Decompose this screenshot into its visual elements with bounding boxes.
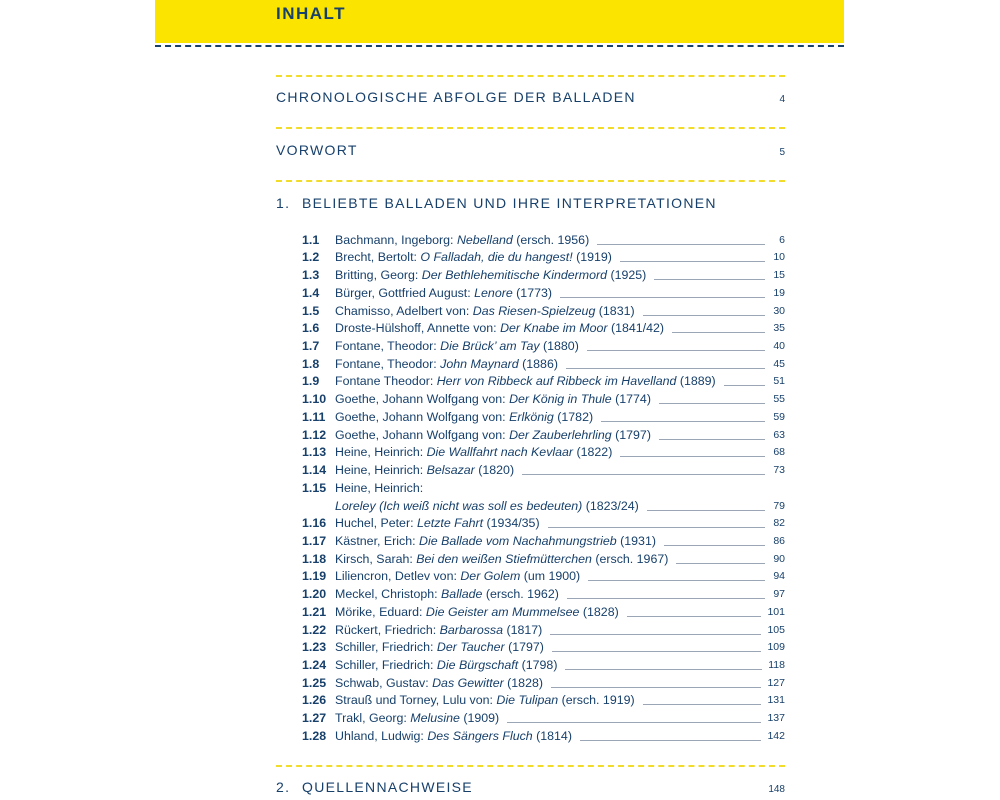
leader-line (565, 669, 762, 670)
entry-number: 1.21 (302, 604, 327, 619)
leader-line (643, 704, 762, 705)
entry-work: Das Gewitter (432, 675, 504, 690)
entry-page: 127 (767, 676, 785, 689)
toc-entry[interactable] (302, 266, 785, 284)
toc-entry[interactable] (302, 550, 785, 568)
toc-entry[interactable] (302, 373, 785, 391)
entry-author: Droste-Hülshoff, Annette von: (335, 321, 501, 336)
entry-text (335, 622, 542, 639)
toc-entry[interactable] (302, 320, 785, 338)
entry-work: Erlkönig (509, 409, 554, 424)
toc-entry[interactable] (302, 302, 785, 320)
section-divider (276, 180, 785, 182)
entry-author: Trakl, Georg: (335, 711, 411, 726)
toc-entry[interactable] (302, 426, 785, 444)
entry-text (335, 444, 612, 461)
toc-entry[interactable] (302, 727, 785, 745)
entry-year: (1773) (512, 285, 552, 300)
toc-entry[interactable] (302, 249, 785, 267)
section-page: 4 (779, 94, 785, 105)
entry-work: Die Wallfahrt nach Kevlaar (426, 445, 574, 460)
header-divider (155, 45, 844, 47)
entry-author: Heine, Heinrich: (335, 463, 427, 478)
entry-year: (1828) (579, 604, 619, 619)
entry-text (335, 533, 656, 550)
entry-author: Bachmann, Ingeborg: (335, 232, 457, 247)
entry-author: Mörike, Eduard: (335, 604, 426, 619)
entry-page: 15 (773, 269, 785, 282)
leader-line (597, 244, 765, 245)
entry-page: 68 (773, 446, 785, 459)
toc-entry[interactable] (302, 231, 785, 249)
entry-work: Des Sängers Fluch (427, 728, 533, 743)
section-page: 5 (779, 147, 785, 158)
entry-number: 1.2 (302, 250, 320, 265)
entry-page: 105 (767, 623, 785, 636)
leader-line (548, 527, 765, 528)
entry-page: 6 (779, 233, 785, 246)
entry-page: 51 (773, 375, 785, 388)
section-number: 1. (276, 195, 291, 211)
entry-text (335, 267, 646, 284)
leader-line (551, 687, 761, 688)
entry-year: (1797) (611, 427, 651, 442)
toc-entry[interactable] (302, 639, 785, 657)
entry-page: 101 (767, 605, 785, 618)
entry-page: 79 (773, 499, 785, 512)
entry-work: Nebelland (456, 232, 513, 247)
entry-text (335, 232, 589, 249)
entry-work: Die Ballade vom Nachahmungstrieb (419, 533, 617, 548)
leader-line (664, 545, 765, 546)
entry-year: (1820) (474, 463, 515, 478)
entry-page: 82 (773, 517, 785, 530)
entry-year: (1931) (616, 533, 656, 548)
leader-line (587, 350, 765, 351)
entry-number: 1.10 (302, 392, 327, 407)
entry-year: (1798) (518, 657, 558, 672)
entry-work: Letzte Fahrt (416, 516, 484, 531)
toc-entry[interactable] (302, 337, 785, 355)
entry-author: Goethe, Johann Wolfgang von: (335, 409, 510, 424)
entry-work: Der Bethlehemitische Kindermord (421, 268, 608, 283)
entry-year: (1925) (607, 268, 647, 283)
entry-year: (1934/35) (483, 516, 540, 531)
entry-text (335, 710, 499, 727)
entry-year: (1782) (553, 409, 594, 424)
entry-author: Heine, Heinrich: (335, 480, 424, 495)
entry-work: Belsazar (426, 463, 475, 478)
entry-year: (1814) (532, 728, 572, 743)
entry-author: Bürger, Gottfried August: (335, 285, 475, 300)
entry-page: 55 (773, 393, 785, 406)
leader-line (627, 616, 762, 617)
entry-year: (ersch. 1967) (591, 551, 669, 566)
entry-number: 1.4 (302, 285, 320, 300)
leader-line (620, 456, 765, 457)
entry-number: 1.12 (302, 427, 327, 442)
entry-page: 35 (773, 322, 785, 335)
entry-page: 94 (773, 570, 785, 583)
toc-entry[interactable] (302, 692, 785, 710)
entry-number: 1.25 (302, 675, 327, 690)
entry-page: 86 (773, 534, 785, 547)
entry-number: 1.6 (302, 321, 320, 336)
toc-entry[interactable] (302, 479, 785, 497)
entry-text (335, 285, 552, 302)
entry-work: Die Bürgschaft (436, 657, 519, 672)
entry-number: 1.17 (302, 533, 327, 548)
entry-page: 30 (773, 304, 785, 317)
entry-text (335, 604, 619, 621)
entry-work: John Maynard (440, 356, 519, 371)
toc-entry[interactable] (302, 355, 785, 373)
entry-page: 40 (773, 340, 785, 353)
section-title: VORWORT (276, 142, 358, 158)
toc-entry[interactable] (302, 674, 785, 692)
entry-work: Lenore (474, 285, 513, 300)
entry-number: 1.14 (302, 463, 327, 478)
entry-number: 1.28 (302, 728, 327, 743)
entry-year: (1823/24) (582, 498, 639, 513)
entry-page: 131 (767, 694, 785, 707)
entry-work: Loreley (Ich weiß nicht was soll es bedeuten) (335, 498, 583, 513)
entry-text (335, 391, 651, 408)
entry-author: Fontane, Theodor: (335, 356, 441, 371)
toc-entry[interactable] (302, 585, 785, 603)
entry-year: (ersch. 1962) (482, 587, 559, 602)
entry-number: 1.20 (302, 587, 327, 602)
entry-year: (1817) (503, 622, 543, 637)
entry-author: Britting, Georg: (335, 268, 422, 283)
entry-author: Kirsch, Sarah: (335, 551, 417, 566)
entry-author: Fontane Theodor: (335, 374, 437, 389)
entry-author: Goethe, Johann Wolfgang von: (335, 392, 510, 407)
entry-number: 1.22 (302, 622, 327, 637)
entry-text (335, 427, 651, 444)
leader-line (647, 510, 765, 511)
entry-page: 137 (767, 712, 785, 725)
toc-entry[interactable] (302, 603, 785, 621)
entry-author: Meckel, Christoph: (335, 587, 442, 602)
entry-author: Strauß und Torney, Lulu von: (335, 693, 497, 708)
entry-number: 1.3 (302, 268, 320, 283)
entry-author: Liliencron, Detlev von: (335, 569, 461, 584)
leader-line (522, 474, 765, 475)
entry-page: 19 (773, 286, 785, 299)
entry-number: 1.23 (302, 640, 327, 655)
entry-author: Brecht, Bertolt: (335, 250, 421, 265)
entry-work: Die Brück’ am Tay (440, 339, 540, 354)
entry-page: 142 (767, 729, 785, 742)
entry-text (335, 409, 593, 426)
toc-section-sources[interactable] (276, 779, 785, 795)
entry-author: Schiller, Friedrich: (335, 657, 437, 672)
toc-entry[interactable] (302, 284, 785, 302)
entry-page: 90 (773, 552, 785, 565)
entry-number: 1.5 (302, 303, 320, 318)
entry-number: 1.11 (302, 409, 326, 424)
entry-number: 1.24 (302, 657, 327, 672)
entry-number: 1.27 (302, 711, 327, 726)
entry-year: (1828) (503, 675, 543, 690)
toc-entry[interactable] (302, 497, 785, 515)
toc-entry[interactable] (302, 621, 785, 639)
leader-line (672, 332, 765, 333)
entry-text (335, 586, 559, 603)
entry-text (335, 657, 557, 674)
leader-line (620, 261, 765, 262)
entry-page: 109 (767, 641, 785, 654)
leader-line (580, 740, 762, 741)
leader-line (654, 279, 765, 280)
entry-year: (1889) (676, 374, 716, 389)
section-page: 148 (768, 784, 785, 795)
entry-year: (ersch. 1919) (558, 693, 635, 708)
toc-section-ballads[interactable] (276, 195, 785, 211)
entry-work: Der Zauberlehrling (509, 427, 612, 442)
entry-work: Herr von Ribbeck auf Ribbeck im Havelland (436, 374, 677, 389)
entry-work: Der König in Thule (509, 392, 612, 407)
leader-line (567, 598, 765, 599)
entry-page: 63 (773, 428, 785, 441)
leader-line (566, 368, 765, 369)
entry-year: (um 1900) (520, 569, 581, 584)
section-title: QUELLENNACHWEISE (302, 779, 473, 795)
entry-author: Chamisso, Adelbert von: (335, 303, 473, 318)
entry-text (335, 338, 579, 355)
section-title: BELIEBTE BALLADEN UND IHRE INTERPRETATIONEN (302, 195, 717, 211)
entry-author: Huchel, Peter: (335, 516, 417, 531)
section-title: CHRONOLOGISCHE ABFOLGE DER BALLADEN (276, 89, 636, 105)
entry-number: 1.26 (302, 693, 327, 708)
entry-page: 59 (773, 410, 785, 423)
header-band (155, 0, 844, 43)
entry-year: (1797) (504, 640, 544, 655)
entry-text (335, 515, 540, 532)
entry-text (335, 356, 558, 373)
entry-author: Rückert, Friedrich: (335, 622, 440, 637)
leader-line (659, 403, 765, 404)
entry-work: Der Golem (460, 569, 521, 584)
entry-work: O Falladah, die du hangest! (420, 250, 573, 265)
entry-page: 73 (773, 464, 785, 477)
entry-work: Der Knabe im Moor (500, 321, 608, 336)
leader-line (724, 385, 765, 386)
entry-year: (1774) (611, 392, 651, 407)
section-divider (276, 127, 785, 129)
leader-line (659, 439, 765, 440)
entry-author: Fontane, Theodor: (335, 339, 441, 354)
entry-work: Das Riesen-Spielzeug (472, 303, 596, 318)
leader-line (601, 421, 765, 422)
entry-year: (1831) (595, 303, 635, 318)
leader-line (676, 563, 765, 564)
entry-year: (1822) (573, 445, 613, 460)
entry-number: 1.19 (302, 569, 327, 584)
entry-text (335, 675, 543, 692)
entry-author: Schwab, Gustav: (335, 675, 433, 690)
section-number: 2. (276, 779, 291, 795)
toc-entry[interactable] (302, 532, 785, 550)
toc-section-chronology[interactable] (276, 89, 785, 105)
toc-section-foreword[interactable] (276, 142, 785, 158)
entry-text (335, 249, 612, 266)
entry-year: (1886) (518, 356, 558, 371)
entry-work: Bei den weißen Stiefmütterchen (416, 551, 592, 566)
leader-line (550, 634, 761, 635)
entry-author: Uhland, Ludwig: (335, 728, 428, 743)
entry-author: Heine, Heinrich: (335, 445, 427, 460)
entry-page: 118 (768, 658, 785, 671)
entry-work: Barbarossa (439, 622, 504, 637)
entry-text (335, 692, 635, 709)
entry-number: 1.13 (302, 445, 327, 460)
toc-entry[interactable] (302, 515, 785, 533)
leader-line (560, 297, 765, 298)
entry-text (335, 498, 639, 515)
entry-year: (ersch. 1956) (512, 232, 590, 247)
entry-number: 1.16 (302, 516, 327, 531)
entry-number: 1.15 (302, 480, 327, 495)
entry-author: Kästner, Erich: (335, 533, 420, 548)
toc-entry[interactable] (302, 656, 785, 674)
entry-text (335, 639, 544, 656)
entry-year: (1841/42) (607, 321, 664, 336)
page-title: INHALT (276, 4, 347, 23)
entry-text (335, 551, 668, 568)
entry-number: 1.1 (302, 232, 320, 247)
toc-entry[interactable] (302, 568, 785, 586)
section-divider (276, 765, 785, 767)
entry-text (335, 462, 514, 479)
leader-line (507, 722, 761, 723)
entry-work: Die Geister am Mummelsee (425, 604, 580, 619)
entry-page: 97 (773, 588, 785, 601)
entry-work: Ballade (441, 587, 483, 602)
entry-text (335, 303, 635, 320)
entry-year: (1880) (539, 339, 579, 354)
entry-text (335, 568, 580, 585)
entry-text (335, 728, 572, 745)
entry-author: Goethe, Johann Wolfgang von: (335, 427, 510, 442)
entry-work: Der Taucher (436, 640, 505, 655)
toc-entry[interactable] (302, 461, 785, 479)
entry-text (335, 480, 423, 497)
leader-line (588, 580, 765, 581)
toc-entry[interactable] (302, 390, 785, 408)
leader-line (552, 651, 762, 652)
entry-number: 1.9 (302, 374, 320, 389)
entry-year: (1909) (459, 711, 500, 726)
toc-entry-list (302, 231, 785, 745)
entry-text (335, 320, 664, 337)
leader-line (643, 315, 765, 316)
entry-work: Die Tulipan (496, 693, 559, 708)
entry-number: 1.8 (302, 356, 320, 371)
entry-year: (1919) (572, 250, 612, 265)
section-divider (276, 75, 785, 77)
toc-entry[interactable] (302, 709, 785, 727)
entry-work: Melusine (410, 711, 460, 726)
entry-number: 1.7 (302, 339, 320, 354)
entry-page: 45 (773, 357, 785, 370)
toc-entry[interactable] (302, 444, 785, 462)
entry-number: 1.18 (302, 551, 327, 566)
entry-page: 10 (773, 251, 785, 264)
entry-author: Schiller, Friedrich: (335, 640, 437, 655)
toc-entry[interactable] (302, 408, 785, 426)
entry-text (335, 373, 716, 390)
